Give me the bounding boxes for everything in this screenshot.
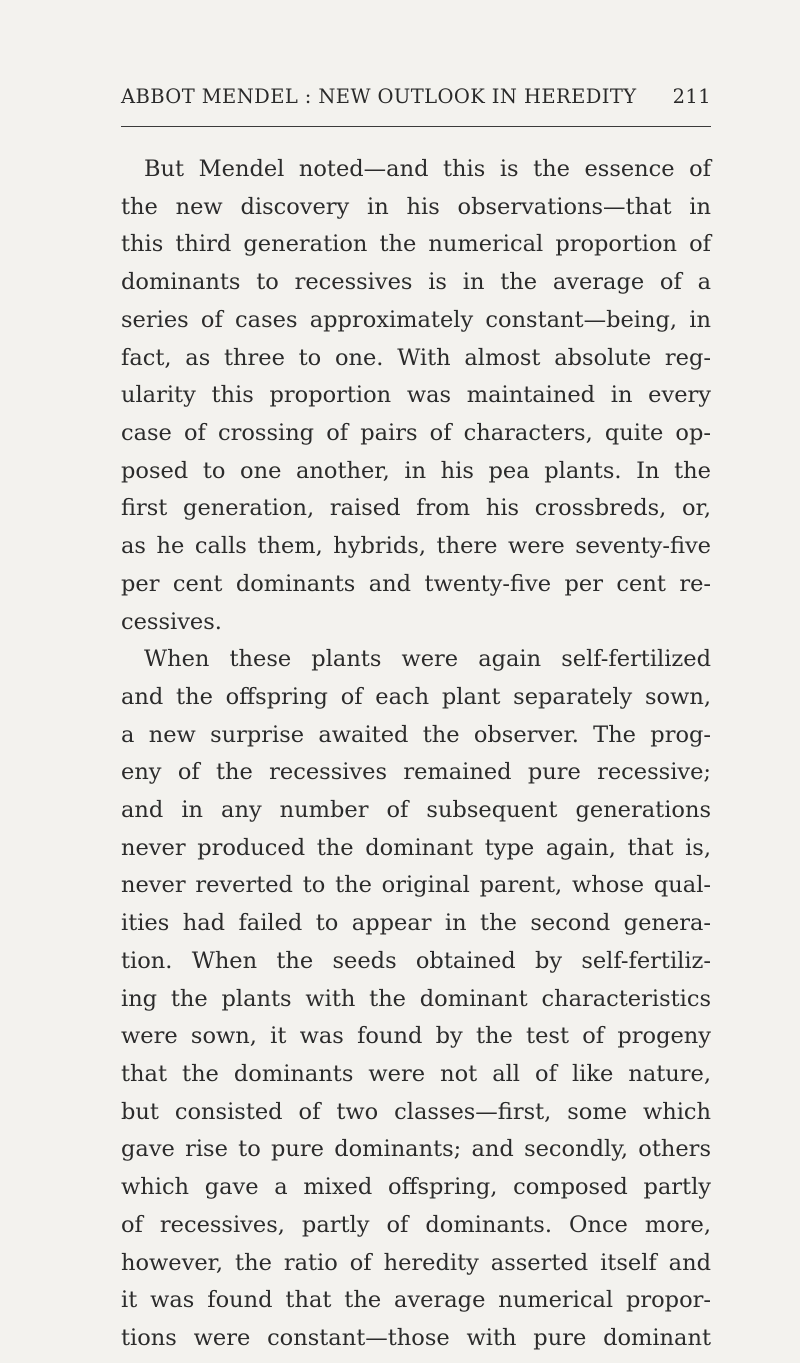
text-line: cessives. <box>121 609 222 635</box>
text-line: as he calls them, hybrids, there were seventy-five <box>121 533 711 559</box>
text-line: this third generation the numerical proportion of <box>121 231 711 257</box>
text-line: however, the ratio of heredity asserted itself and <box>121 1250 711 1276</box>
text-line: gave rise to pure dominants; and secondly, others <box>121 1136 711 1162</box>
running-title: ABBOT MENDEL : NEW OUTLOOK IN HEREDITY <box>121 85 637 108</box>
text-line: eny of the recessives remained pure recessive; <box>121 759 711 785</box>
text-line: never produced the dominant type again, that is, <box>121 835 711 861</box>
page-number: 211 <box>672 85 711 108</box>
text-line: case of crossing of pairs of characters, quite op- <box>121 420 711 446</box>
text-line: that the dominants were not all of like nature, <box>121 1061 711 1087</box>
text-line: and the offspring of each plant separately sown, <box>121 684 711 710</box>
text-line: fact, as three to one. With almost absolute reg- <box>121 345 711 371</box>
text-line: a new surprise awaited the observer. The prog- <box>121 722 711 748</box>
text-line: never reverted to the original parent, whose qual- <box>121 872 711 898</box>
text-line: per cent dominants and twenty-five per cent re- <box>121 571 711 597</box>
text-line: it was found that the average numerical propor- <box>121 1287 711 1313</box>
text-line: ing the plants with the dominant characteristics <box>121 986 711 1012</box>
text-line: the new discovery in his observations—that in <box>121 194 711 220</box>
text-line: series of cases approximately constant—being, in <box>121 307 711 333</box>
text-line: ularity this proportion was maintained in every <box>121 382 711 408</box>
text-line: posed to one another, in his pea plants. In the <box>121 458 711 484</box>
text-line: first generation, raised from his crossbreds, or, <box>121 495 711 521</box>
text-line: tion. When the seeds obtained by self-fertiliz- <box>121 948 711 974</box>
text-line: and in any number of subsequent generations <box>121 797 711 823</box>
text-line: ities had failed to appear in the second genera- <box>121 910 711 936</box>
text-line: were sown, it was found by the test of progeny <box>121 1023 711 1049</box>
text-line: When these plants were again self-fertilized <box>144 646 711 672</box>
text-line: of recessives, partly of dominants. Once more, <box>121 1212 711 1238</box>
text-line: dominants to recessives is in the average of a <box>121 269 711 295</box>
header-rule <box>121 126 711 127</box>
text-line: But Mendel noted—and this is the essence of <box>144 156 711 182</box>
text-line: tions were constant—those with pure dominant <box>121 1325 711 1351</box>
text-line: which gave a mixed offspring, composed partly <box>121 1174 711 1200</box>
text-line: but consisted of two classes—first, some which <box>121 1099 711 1125</box>
